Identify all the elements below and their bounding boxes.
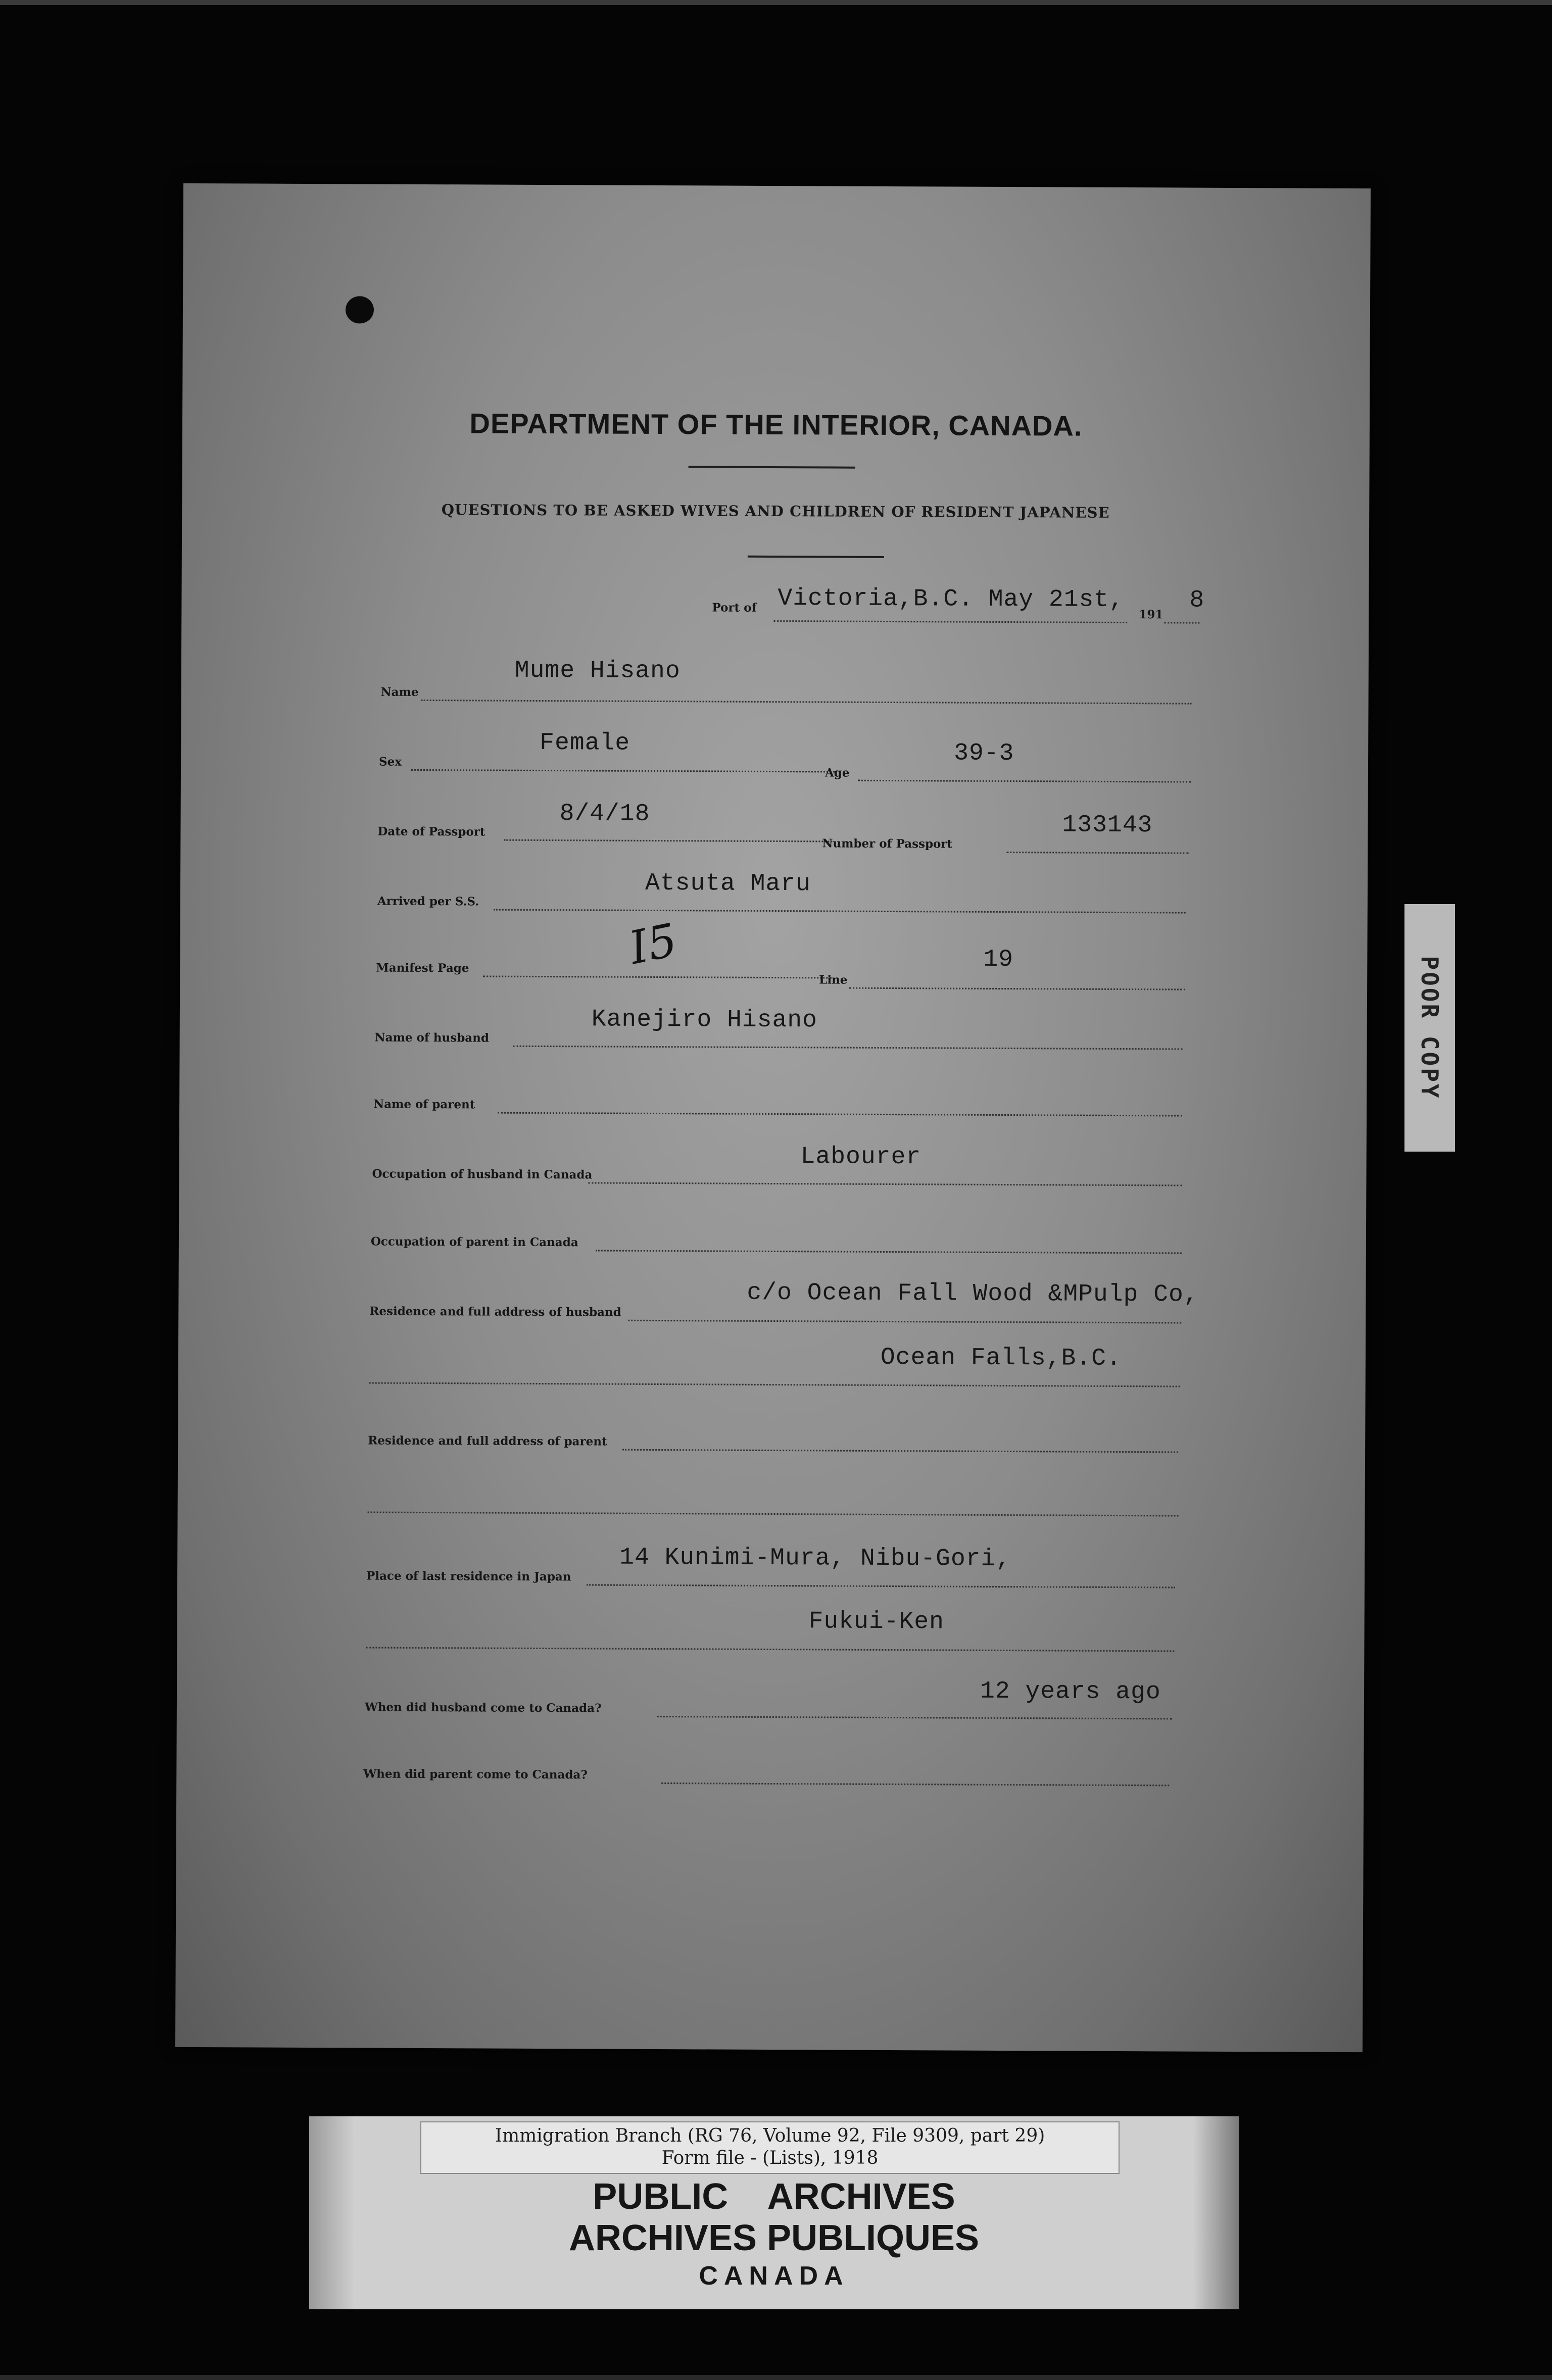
name-of-husband-line [513,1046,1183,1050]
form-subtitle: QUESTIONS TO BE ASKED WIVES AND CHILDREN OF RESIDENT JAPANESE [441,501,1110,521]
sex-line [411,769,835,773]
year-suffix: 8 [1189,586,1205,614]
title-divider [689,466,855,468]
husband-came-line [657,1716,1172,1719]
year-line [1164,622,1199,623]
residence-of-husband-value-1: c/o Ocean Fall Wood &MPulp Co, [747,1279,1199,1309]
name-of-husband-label: Name of husband [374,1030,490,1045]
film-frame-bottom-edge [0,2375,1552,2380]
film-frame-top-edge [0,0,1552,5]
parent-came-label: When did parent come to Canada? [363,1767,588,1782]
institution-name-french: ARCHIVES PUBLIQUES [568,2218,980,2258]
name-of-husband-value: Kanejiro Hisano [591,1006,818,1034]
residence-of-parent-line-2 [368,1512,1179,1517]
occupation-of-husband-value: Labourer [800,1143,922,1171]
public-archives-stamp [309,2116,1239,2309]
poor-copy-tab [1404,904,1455,1152]
arrived-per-ss-value: Atsuta Maru [645,869,811,898]
port-line [773,620,1127,623]
occupation-of-husband-line [588,1182,1182,1186]
occupation-of-husband-label: Occupation of husband in Canada [372,1167,593,1182]
residence-of-parent-label: Residence and full address of parent [368,1433,607,1449]
name-line [421,700,1192,705]
name-value: Mume Hisano [514,657,681,685]
file-reference-line-2: Form file - (Lists), 1918 [661,2148,879,2168]
file-reference-label [420,2121,1120,2174]
port-label: Port of [712,601,757,615]
institution-country: CANADA [699,2261,849,2291]
number-of-passport-value: 133143 [1062,811,1153,839]
age-line [858,780,1191,783]
occupation-of-parent-line [596,1250,1182,1254]
date-of-passport-label: Date of Passport [377,824,486,839]
manifest-page-line [483,975,832,978]
form-title: DEPARTMENT OF THE INTERIOR, CANADA. [469,407,1083,442]
residence-of-husband-line-1 [628,1320,1181,1324]
sex-label: Sex [379,755,402,769]
place-of-last-residence-line-2 [366,1647,1174,1652]
number-of-passport-label: Number of Passport [822,836,953,851]
parent-came-line [661,1782,1169,1786]
residence-of-husband-value-2: Ocean Falls,B.C. [880,1344,1122,1373]
place-of-last-residence-line-1 [587,1584,1175,1588]
punch-hole [346,296,374,323]
husband-came-value: 12 years ago [980,1677,1161,1706]
place-of-last-residence-value-1: 14 Kunimi-Mura, Nibu-Gori, [619,1544,1011,1573]
arrived-per-ss-label: Arrived per S.S. [377,894,479,909]
institution-name-english: PUBLIC ARCHIVES [593,2176,955,2217]
place-of-last-residence-label: Place of last residence in Japan [366,1569,571,1584]
manifest-page-handwritten-value: I5 [624,913,682,975]
port-value: Victoria,B.C. May 21st, [778,585,1125,614]
arrived-per-ss-line [494,909,1186,914]
line-number-line [849,987,1185,990]
place-of-last-residence-value-2: Fukui-Ken [808,1608,945,1636]
sex-value: Female [540,729,630,757]
husband-came-label: When did husband come to Canada? [364,1700,602,1715]
name-of-parent-label: Name of parent [373,1097,475,1112]
poor-copy-text: POOR COPY [1416,956,1443,1100]
line-label: Line [819,973,848,987]
year-prefix: 191 [1139,608,1163,622]
residence-of-parent-line-1 [622,1449,1178,1453]
residence-of-husband-label: Residence and full address of husband [369,1304,621,1319]
manifest-page-label: Manifest Page [376,961,469,975]
age-label: Age [825,766,850,780]
number-of-passport-line [1006,852,1188,854]
name-of-parent-line [498,1112,1182,1117]
file-reference-line-1: Immigration Branch (RG 76, Volume 92, File 9309, part 29) [495,2125,1045,2146]
date-of-passport-value: 8/4/18 [559,800,650,828]
immigration-form-sheet [175,183,1371,2052]
subtitle-divider [748,556,884,558]
age-value: 39-3 [954,739,1014,768]
occupation-of-parent-label: Occupation of parent in Canada [370,1234,578,1250]
date-of-passport-line [504,839,832,842]
residence-of-husband-line-2 [369,1382,1180,1387]
name-label: Name [380,685,419,699]
line-value: 19 [983,946,1014,974]
